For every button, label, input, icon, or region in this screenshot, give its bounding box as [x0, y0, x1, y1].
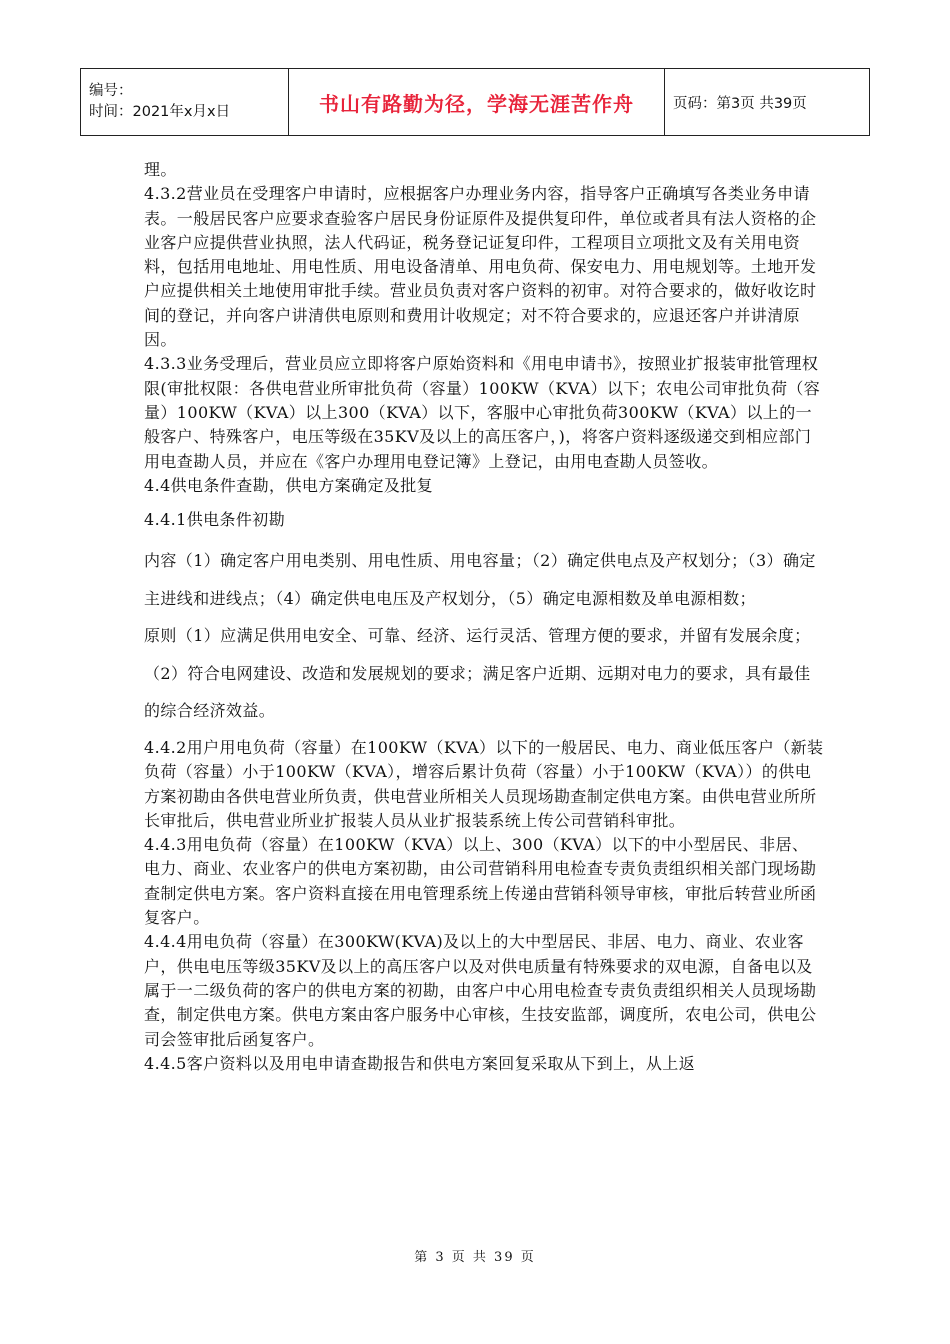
paragraph: 原则（1）应满足供用电安全、可靠、经济、运行灵活、管理方便的要求，并留有发展余度；（2）符合电网建设、改造和发展规划的要求；满足客户近期、远期对电力的要求，具有最佳的综合经济效益。 [144, 626, 811, 721]
paragraph: 4.4.3用电负荷（容量）在100KW（KVA）以上、300（KVA）以下的中小型居民、非居、电力、商业、农业客户的供电方案初勘，由公司营销科用电检查专责负责组织相关部门现场勘查制定供电方案。客户资料直接在用电管理系统上传递由营销科领导审核，审批后转营业所函复客户。 [144, 835, 817, 928]
document-header [80, 68, 870, 136]
paragraph: 内容（1）确定客户用电类别、用电性质、用电容量；（2）确定供电点及产权划分；（3）确定主进线和进线点；（4）确定供电电压及产权划分，（5）确定电源相数及单电源相数； [144, 551, 816, 608]
section-heading: 4.4供电条件查勘，供电方案确定及批复 [144, 475, 434, 495]
paragraph: 4.4.2用户用电负荷（容量）在100KW（KVA）以下的一般居民、电力、商业低压客户（新装负荷（容量）小于100KW（KVA），增容后累计负荷（容量）小于100KW（KVA））的供电方案初勘由各供电营业所负责，供电营业所相关人员现场勘查制定供电方案。由供电营业所所长审批后，供电营业所业扩报装人员从业扩报装系统上传公司营销科审批。 [144, 737, 824, 830]
paragraph: 4.3.2营业员在受理客户申请时，应根据客户办理业务内容，指导客户正确填写各类业务申请表。一般居民客户应要求查验客户居民身份证原件及提供复印件，单位或者具有法人资格的企业客户应提供营业执照，法人代码证，税务登记证复印件，工程项目立项批文及有关用电资料，包括用电地址、用电性质、用电设备清单、用电负荷、保安电力、用电规划等。土地开发户应提供相关土地使用审批手续。营业员负责对客户资料的初审。对符合要求的，做好收讫时间的登记，并向客户讲清供电原则和费用计收规定；对不符合要求的，应退还客户并讲清原因。 [144, 184, 817, 350]
header-motto: 书山有路勤为径，学海无涯苦作舟 [319, 91, 634, 116]
paragraph: 理。 [144, 160, 177, 179]
document-time-label: 时间：2021年x月x日 [89, 104, 231, 120]
header-page-cell [665, 69, 870, 136]
paragraph: 4.4.5客户资料以及用电申请查勘报告和供电方案回复采取从下到上，从上返 [144, 1053, 696, 1073]
paragraph: 4.4.4用电负荷（容量）在300KW(KVA)及以上的大中型居民、非居、电力、商业、农业客户，供电电压等级35KV及以上的高压客户以及对供电质量有特殊要求的双电源，自备电以及属于一二级负荷的客户的供电方案的初勘，由客户中心用电检查专责负责组织相关人员现场勘查，制定供电方案。供电方案由客户服务中心审核，生技安监部，调度所，农电公司，供电公司会签审批后函复客户。 [144, 932, 817, 1049]
document-body [144, 158, 824, 1076]
page-footer: 第 3 页 共 39 页 [414, 1250, 536, 1265]
header-meta [81, 69, 289, 136]
paragraph: 4.3.3业务受理后，营业员应立即将客户原始资料和《用电申请书》，按照业扩报装审批管理权限(审批权限：各供电营业所审批负荷（容量）100KW（KVA）以下；农电公司审批负荷（容量）100KW（KVA）以上300（KVA）以下，客服中心审批负荷300KW（KVA）以上的一般客户、特殊客户，电压等级在35KV及以上的高压客户，)，将客户资料逐级递交到相应部门用电查勘人员，并应在《客户办理用电登记簿》上登记，由用电查勘人员签收。 [144, 354, 821, 471]
subsection-heading: 4.4.1供电条件初勘 [144, 510, 286, 530]
header-motto-cell [289, 69, 665, 136]
document-number-label: 编号： [89, 83, 133, 99]
header-page-label: 页码：第3页 共39页 [673, 95, 807, 112]
